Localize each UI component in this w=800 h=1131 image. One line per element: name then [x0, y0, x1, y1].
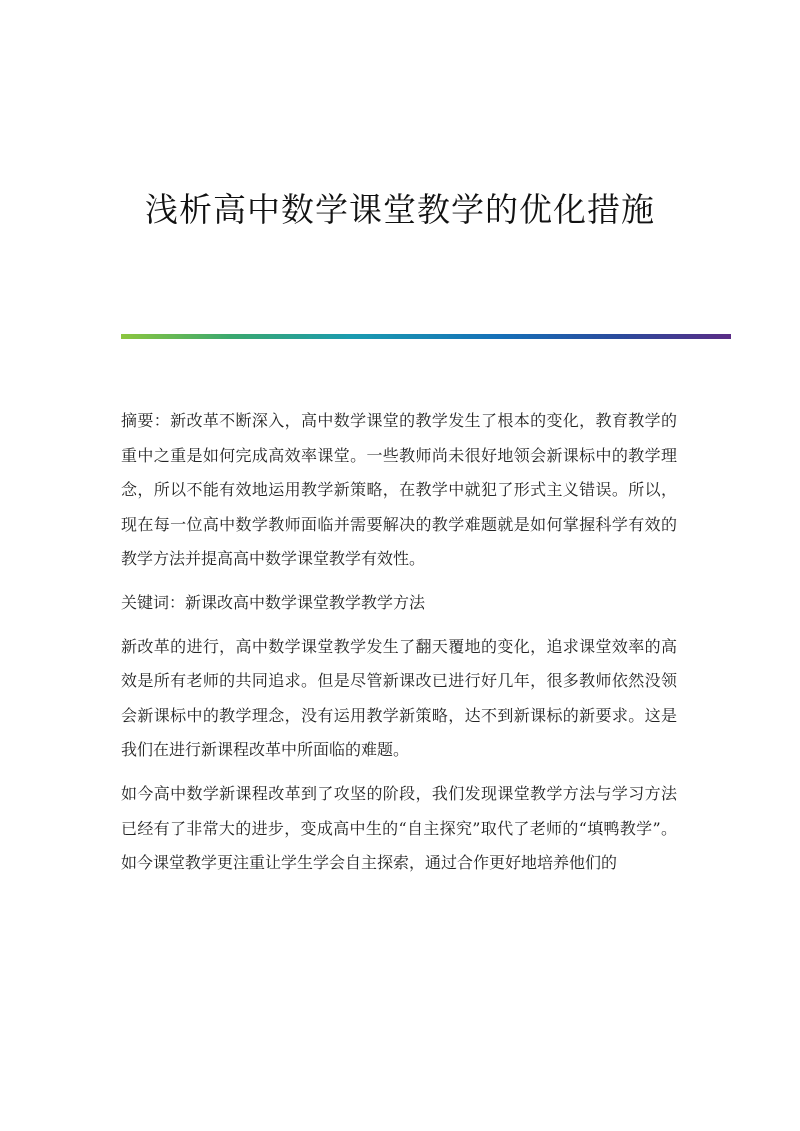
document-body — [121, 404, 677, 890]
keywords-paragraph: 关键词：新课改高中数学课堂教学教学方法 — [121, 592, 426, 612]
body-paragraph: 新改革的进行，高中数学课堂教学发生了翻天覆地的变化，追求课堂效率的高效是所有老师的共同追求。但是尽管新课改已进行好几年，很多教师依然没领会新课标中的教学理念，没有运用教学新策略，达不到新课标的新要求。这是我们在进行新课程改革中所面临的难题。 — [121, 636, 677, 760]
abstract-paragraph: 摘要：新改革不断深入，高中数学课堂的教学发生了根本的变化，教育教学的重中之重是如何完成高效率课堂。一些教师尚未很好地领会新课标中的教学理念，所以不能有效地运用教学新策略，在教学中就犯了形式主义错误。所以，现在每一位高中数学教师面临并需要解决的教学难题就是如何掌握科学有效的教学方法并提高高中数学课堂教学有效性。 — [121, 411, 677, 569]
title-divider — [121, 334, 731, 339]
document-title: 浅析高中数学课堂教学的优化措施 — [145, 190, 655, 229]
body-paragraph: 如今高中数学新课程改革到了攻坚的阶段，我们发现课堂教学方法与学习方法已经有了非常大的进步，变成高中生的“自主探究”取代了老师的“填鸭教学”。如今课堂教学更注重让学生学会自主探索，通过合作更好地培养他们的 — [121, 783, 677, 873]
